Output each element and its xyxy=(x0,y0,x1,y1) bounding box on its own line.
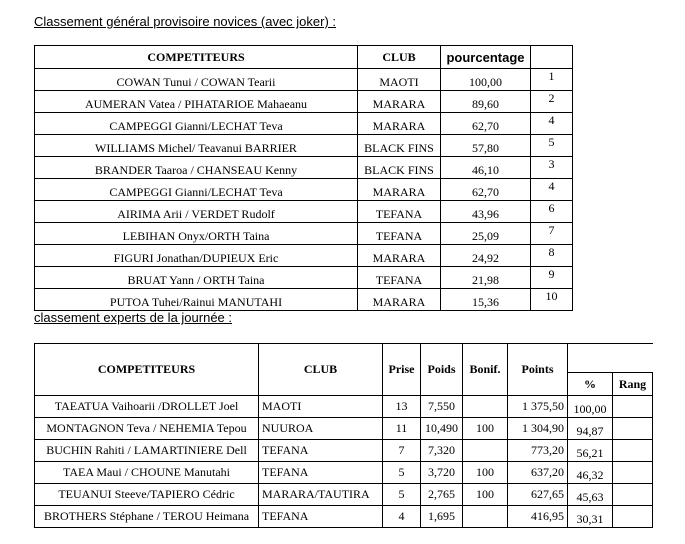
club-cell: TEFANA xyxy=(358,267,441,289)
club-cell: TEFANA xyxy=(259,506,383,528)
table-row xyxy=(35,201,573,223)
bonif-cell xyxy=(463,506,508,528)
table-row xyxy=(35,506,653,528)
rang-cell xyxy=(613,396,653,418)
percentage-cell: 24,92 xyxy=(441,245,531,267)
club-cell: BLACK FINS xyxy=(358,135,441,157)
prise-cell: 4 xyxy=(383,506,421,528)
rang-cell xyxy=(613,462,653,484)
header-points: Points xyxy=(508,344,568,396)
table-row xyxy=(35,289,573,311)
club-cell: MARARA xyxy=(358,91,441,113)
poids-cell: 7,550 xyxy=(421,396,463,418)
competitor-cell: CAMPEGGI Gianni/LECHAT Teva xyxy=(35,179,358,201)
competitor-cell: FIGURI Jonathan/DUPIEUX Eric xyxy=(35,245,358,267)
bonif-cell: 100 xyxy=(463,462,508,484)
competitor-cell: WILLIAMS Michel/ Teavanui BARRIER xyxy=(35,135,358,157)
poids-cell: 10,490 xyxy=(421,418,463,440)
poids-cell: 1,695 xyxy=(421,506,463,528)
header-row xyxy=(35,46,573,69)
club-cell: MARARA xyxy=(358,113,441,135)
club-cell: MARARA xyxy=(358,289,441,311)
club-cell: TEFANA xyxy=(259,440,383,462)
points-cell: 773,20 xyxy=(508,440,568,462)
rang-cell xyxy=(613,484,653,506)
competitor-cell: BRUAT Yann / ORTH Taina xyxy=(35,267,358,289)
competitor-cell: COWAN Tunui / COWAN Tearii xyxy=(35,69,358,91)
competitor-cell: MONTAGNON Teva / NEHEMIA Tepou xyxy=(35,418,259,440)
percentage-cell: 15,36 xyxy=(441,289,531,311)
header-pourcentage: pourcentage xyxy=(441,46,531,69)
rank-cell: 10 xyxy=(531,289,573,311)
club-cell: BLACK FINS xyxy=(358,157,441,179)
competitor-cell: AIRIMA Arii / VERDET Rudolf xyxy=(35,201,358,223)
prise-cell: 11 xyxy=(383,418,421,440)
header-rang: Rang xyxy=(613,373,653,396)
header-bonif: Bonif. xyxy=(463,344,508,396)
rank-cell: 2 xyxy=(531,91,573,113)
percentage-cell: 57,80 xyxy=(441,135,531,157)
prise-cell: 5 xyxy=(383,484,421,506)
percentage-cell: 62,70 xyxy=(441,179,531,201)
competitor-cell: BUCHIN Rahiti / LAMARTINIERE Dell xyxy=(35,440,259,462)
header-rank xyxy=(531,46,573,69)
competitor-cell: CAMPEGGI Gianni/LECHAT Teva xyxy=(35,113,358,135)
header-blank xyxy=(568,344,653,373)
rang-cell xyxy=(613,506,653,528)
points-cell: 627,65 xyxy=(508,484,568,506)
percent-cell: 56,21 xyxy=(568,440,613,462)
header-competiteurs: COMPETITEURS xyxy=(35,46,358,69)
header-row xyxy=(35,344,653,373)
table-row xyxy=(35,484,653,506)
points-cell: 637,20 xyxy=(508,462,568,484)
club-cell: MARARA xyxy=(358,245,441,267)
percentage-cell: 46,10 xyxy=(441,157,531,179)
bonif-cell: 100 xyxy=(463,418,508,440)
experts-title: classement experts de la journée : xyxy=(34,310,232,325)
table-row xyxy=(35,418,653,440)
competitor-cell: TAEA Maui / CHOUNE Manutahi xyxy=(35,462,259,484)
competitor-cell: PUTOA Tuhei/Rainui MANUTAHI xyxy=(35,289,358,311)
percentage-cell: 43,96 xyxy=(441,201,531,223)
club-cell: TEFANA xyxy=(358,223,441,245)
rank-cell: 3 xyxy=(531,157,573,179)
table-row xyxy=(35,113,573,135)
header-club: CLUB xyxy=(358,46,441,69)
rank-cell: 4 xyxy=(531,179,573,201)
rank-cell: 4 xyxy=(531,113,573,135)
bonif-cell xyxy=(463,440,508,462)
experts-table xyxy=(34,343,653,528)
table-row xyxy=(35,223,573,245)
header-poids: Poids xyxy=(421,344,463,396)
table-row xyxy=(35,245,573,267)
rank-cell: 5 xyxy=(531,135,573,157)
percentage-cell: 89,60 xyxy=(441,91,531,113)
table-row xyxy=(35,267,573,289)
poids-cell: 7,320 xyxy=(421,440,463,462)
table-row xyxy=(35,440,653,462)
points-cell: 1 304,90 xyxy=(508,418,568,440)
bonif-cell: 100 xyxy=(463,484,508,506)
points-cell: 1 375,50 xyxy=(508,396,568,418)
table-row xyxy=(35,396,653,418)
rang-cell xyxy=(613,440,653,462)
novices-title: Classement général provisoire novices (avec joker) : xyxy=(34,14,337,29)
prise-cell: 7 xyxy=(383,440,421,462)
table-row xyxy=(35,157,573,179)
club-cell: TEFANA xyxy=(259,462,383,484)
prise-cell: 5 xyxy=(383,462,421,484)
points-cell: 416,95 xyxy=(508,506,568,528)
prise-cell: 13 xyxy=(383,396,421,418)
rank-cell: 8 xyxy=(531,245,573,267)
poids-cell: 3,720 xyxy=(421,462,463,484)
header-club: CLUB xyxy=(259,344,383,396)
club-cell: TEFANA xyxy=(358,201,441,223)
rank-cell: 6 xyxy=(531,201,573,223)
bonif-cell xyxy=(463,396,508,418)
percentage-cell: 21,98 xyxy=(441,267,531,289)
competitor-cell: BROTHERS Stéphane / TEROU Heimana xyxy=(35,506,259,528)
competitor-cell: AUMERAN Vatea / PIHATARIOE Mahaeanu xyxy=(35,91,358,113)
competitor-cell: TEUANUI Steeve/TAPIERO Cédric xyxy=(35,484,259,506)
table-row xyxy=(35,135,573,157)
table-row xyxy=(35,179,573,201)
percentage-cell: 25,09 xyxy=(441,223,531,245)
table-row xyxy=(35,91,573,113)
competitor-cell: TAEATUA Vaihoarii /DROLLET Joel xyxy=(35,396,259,418)
percent-cell: 46,32 xyxy=(568,462,613,484)
header-competiteurs: COMPETITEURS xyxy=(35,344,259,396)
header-percent: % xyxy=(568,373,613,396)
rank-cell: 1 xyxy=(531,69,573,91)
percent-cell: 30,31 xyxy=(568,506,613,528)
percentage-cell: 100,00 xyxy=(441,69,531,91)
competitor-cell: BRANDER Taaroa / CHANSEAU Kenny xyxy=(35,157,358,179)
poids-cell: 2,765 xyxy=(421,484,463,506)
percent-cell: 100,00 xyxy=(568,396,613,418)
rank-cell: 9 xyxy=(531,267,573,289)
rank-cell: 7 xyxy=(531,223,573,245)
header-prise: Prise xyxy=(383,344,421,396)
table-row xyxy=(35,69,573,91)
table-row xyxy=(35,462,653,484)
percentage-cell: 62,70 xyxy=(441,113,531,135)
club-cell: MARARA/TAUTIRA xyxy=(259,484,383,506)
club-cell: NUUROA xyxy=(259,418,383,440)
novices-table xyxy=(34,45,573,311)
percent-cell: 94,87 xyxy=(568,418,613,440)
club-cell: MARARA xyxy=(358,179,441,201)
rang-cell xyxy=(613,418,653,440)
competitor-cell: LEBIHAN Onyx/ORTH Taina xyxy=(35,223,358,245)
club-cell: MAOTI xyxy=(358,69,441,91)
club-cell: MAOTI xyxy=(259,396,383,418)
percent-cell: 45,63 xyxy=(568,484,613,506)
